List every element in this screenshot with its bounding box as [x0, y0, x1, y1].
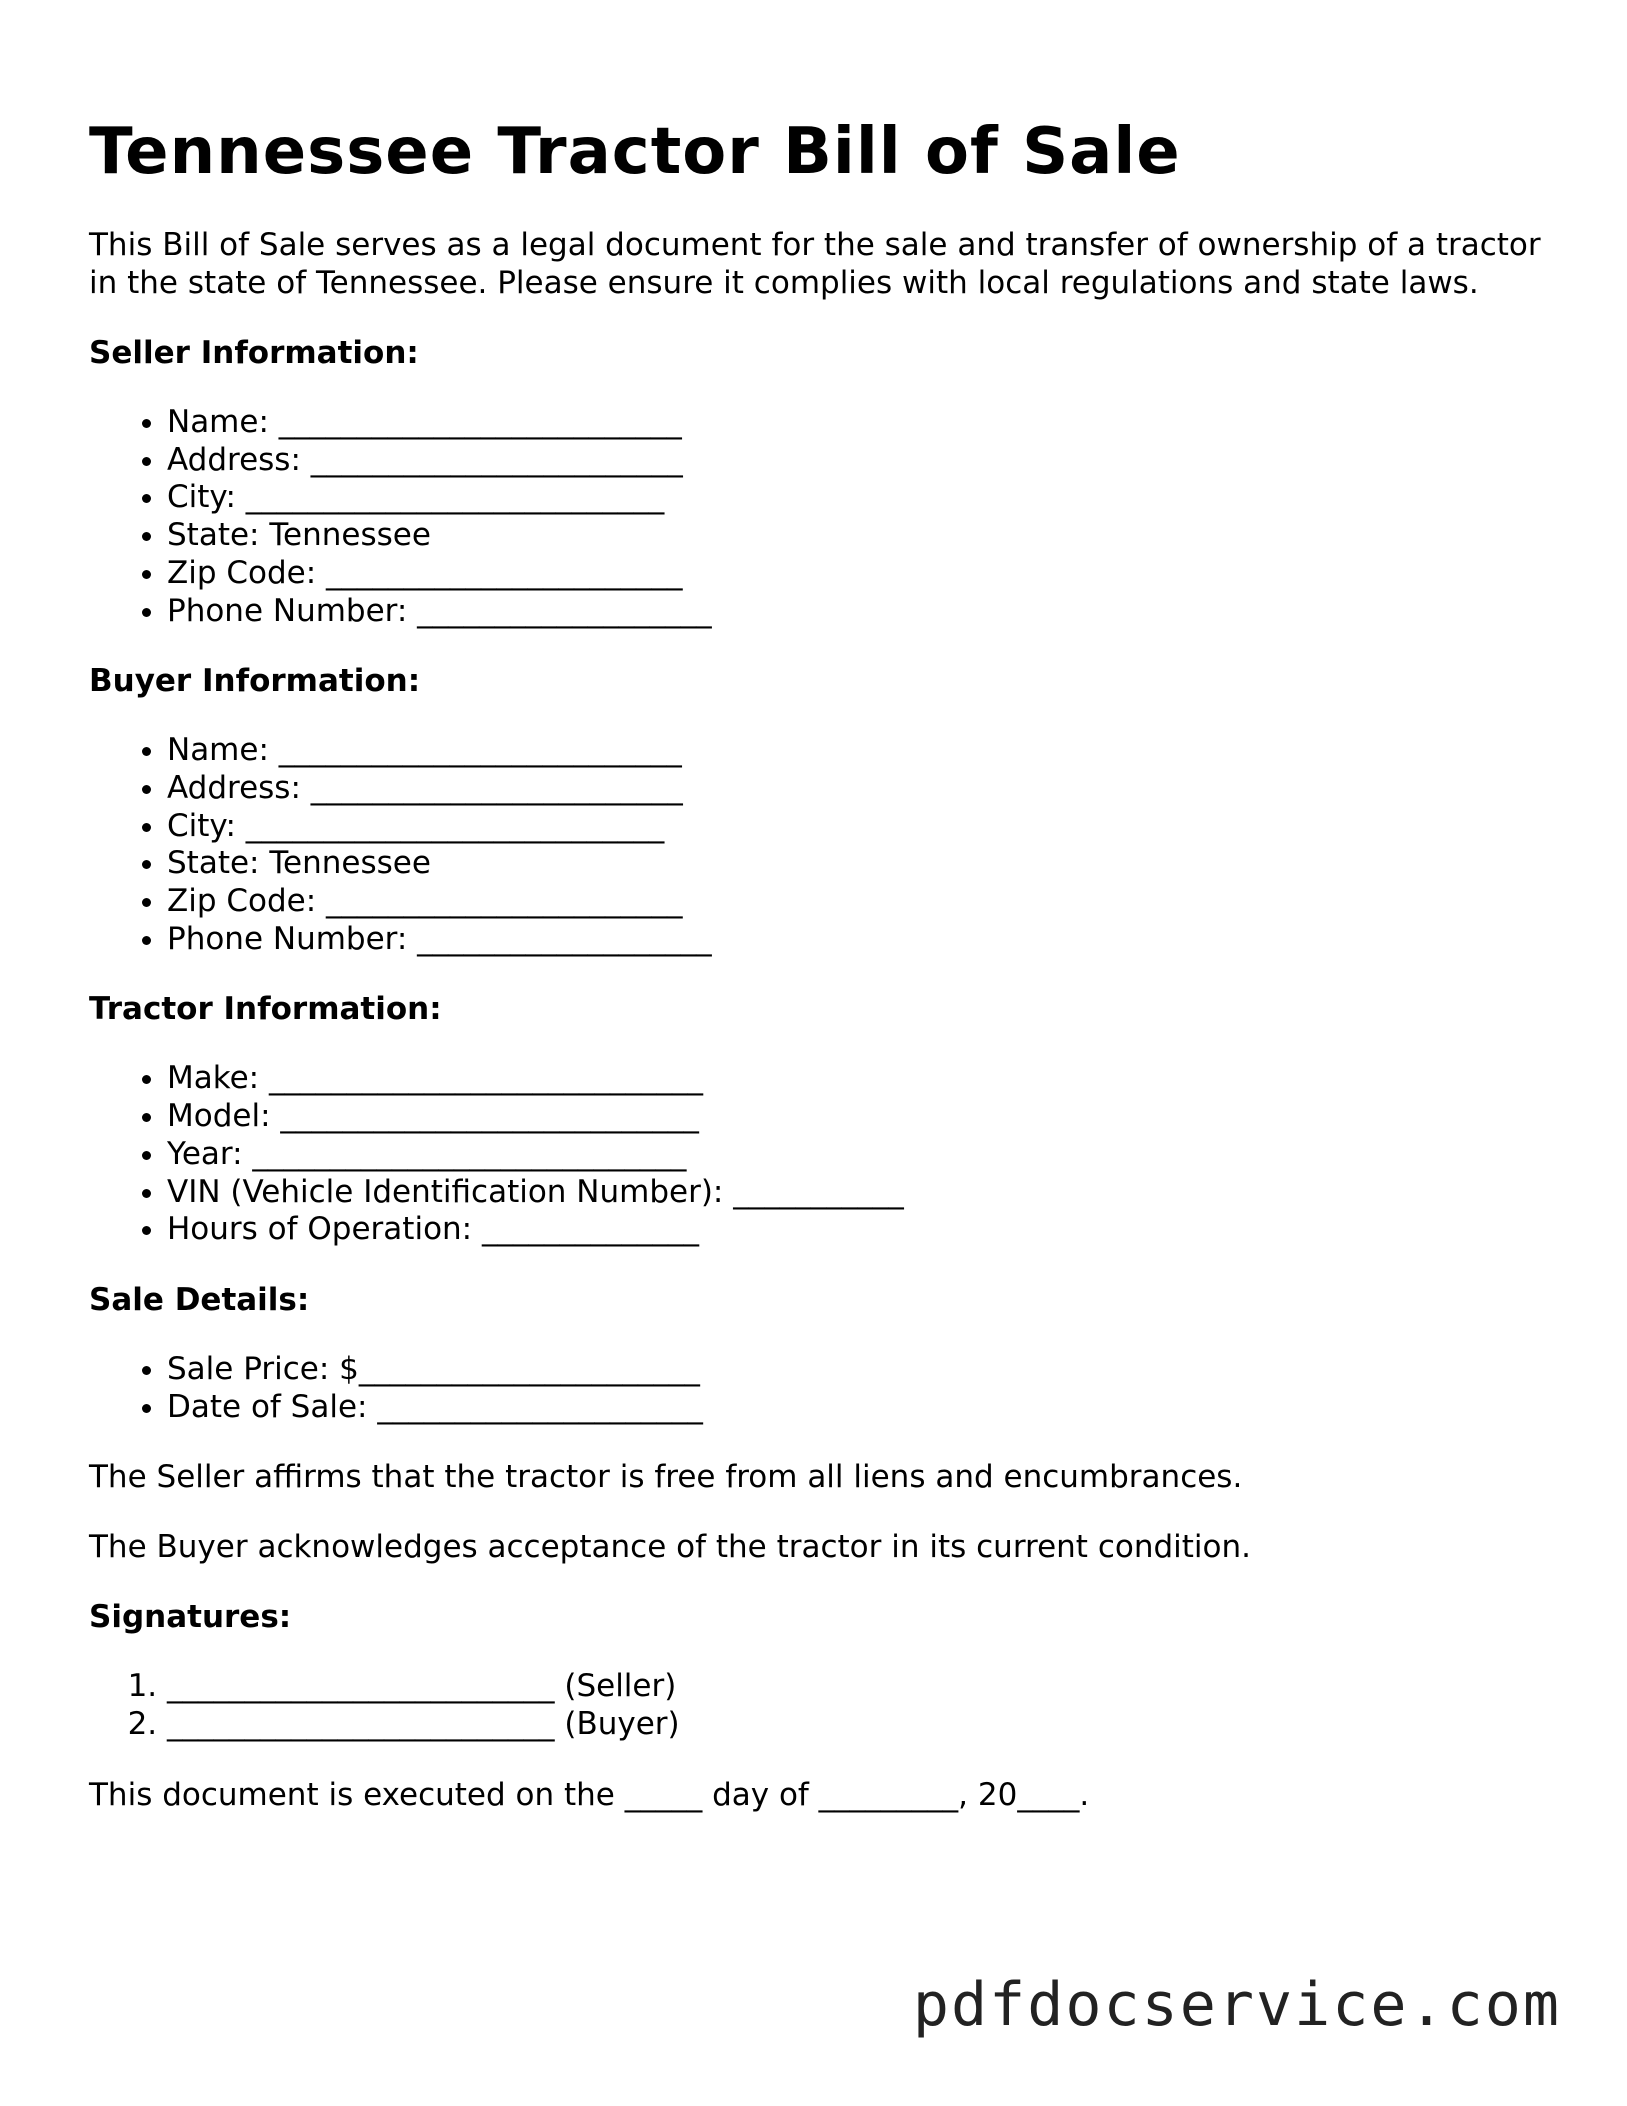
buyer-signature-line: 2. _________________________ (Buyer)	[167, 1706, 1549, 1744]
tractor-year-field: • Year: ____________________________	[167, 1136, 1549, 1174]
buyer-phone-field: • Phone Number: ___________________	[167, 921, 1549, 959]
buyer-city-field: • City: ___________________________	[167, 808, 1549, 846]
seller-city-field: • City: ___________________________	[167, 479, 1549, 517]
document-title: Tennessee Tractor Bill of Sale	[89, 115, 1181, 189]
tractor-make-field: • Make: ____________________________	[167, 1060, 1549, 1098]
buyer-list	[89, 732, 1549, 958]
buyer-heading: Buyer Information:	[89, 663, 421, 700]
signatures-heading: Signatures:	[89, 1599, 292, 1636]
tractor-heading: Tractor Information:	[89, 991, 442, 1028]
buyer-zip-field: • Zip Code: _______________________	[167, 883, 1549, 921]
buyer-state-field: • State: Tennessee	[167, 845, 1549, 883]
sale-heading: Sale Details:	[89, 1281, 310, 1318]
signatures-list	[89, 1668, 1549, 1743]
sale-date-field: • Date of Sale: _____________________	[167, 1389, 1549, 1427]
execution-statement: This document is executed on the _____ day of _________, 20____.	[89, 1776, 1090, 1813]
buyer-address-field: • Address: ________________________	[167, 770, 1549, 808]
buyer-name-field: • Name: __________________________	[167, 732, 1549, 770]
document-page	[89, 112, 1549, 1814]
tractor-list	[89, 1060, 1549, 1249]
seller-list	[89, 404, 1549, 630]
seller-address-field: • Address: ________________________	[167, 442, 1549, 480]
seller-signature-line: 1. _________________________ (Seller)	[167, 1668, 1549, 1706]
seller-phone-field: • Phone Number: ___________________	[167, 593, 1549, 631]
tractor-hours-field: • Hours of Operation: ______________	[167, 1211, 1549, 1249]
tractor-model-field: • Model: ___________________________	[167, 1098, 1549, 1136]
seller-heading: Seller Information:	[89, 335, 419, 371]
seller-affirmation: The Seller affirms that the tractor is free from all liens and encumbrances.	[89, 1459, 1243, 1496]
tractor-vin-field: • VIN (Vehicle Identification Number): ___________	[167, 1174, 1549, 1212]
buyer-acknowledgement: The Buyer acknowledges acceptance of the tractor in its current condition.	[89, 1529, 1252, 1566]
sale-price-field: • Sale Price: $______________________	[167, 1351, 1549, 1389]
seller-state-field: • State: Tennessee	[167, 517, 1549, 555]
watermark-text: pdfdocservice.com	[912, 1970, 1561, 2040]
intro-paragraph: This Bill of Sale serves as a legal document for the sale and transfer of ownership of a tractor in the state of Tennessee. Please ensure it complies with local regulations and state laws.	[89, 227, 1541, 301]
seller-name-field: • Name: __________________________	[167, 404, 1549, 442]
seller-zip-field: • Zip Code: _______________________	[167, 555, 1549, 593]
sale-list	[89, 1351, 1549, 1426]
